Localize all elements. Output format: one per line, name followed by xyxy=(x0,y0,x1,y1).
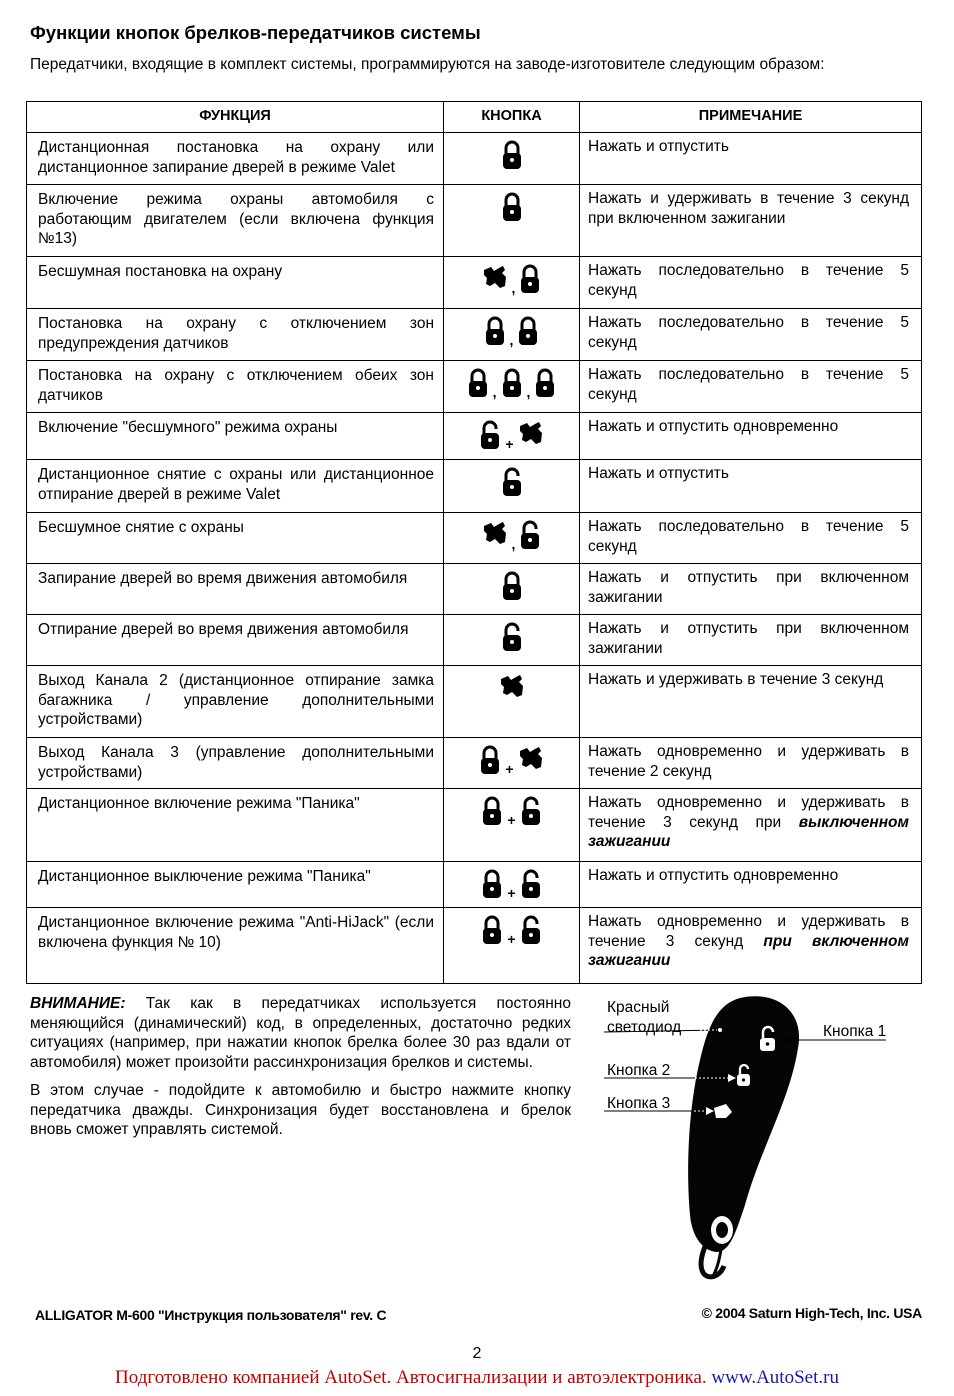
table-row xyxy=(27,908,922,984)
page-number: 2 xyxy=(472,1345,482,1362)
trunk-icon xyxy=(518,745,544,771)
lock-icon xyxy=(479,745,501,775)
credit-text: Подготовлено компанией AutoSet. Автосигнализации и автоэлектроника. xyxy=(115,1367,712,1388)
note-emphasis: выключенном зажигании xyxy=(588,813,909,850)
intro-text: Передатчики, входящие в комплект системы, программируются на заводе-изготовителе следующим образом: xyxy=(30,56,825,73)
note-text: Нажать одновременно и удерживать в течение 3 секунд xyxy=(588,913,909,950)
footer-product: ALLIGATOR M-600 "Инструкция пользователя" rev. C xyxy=(35,1307,387,1323)
function-cell: Бесшумное снятие с охраны xyxy=(27,513,444,564)
function-cell: Включение режима охраны автомобиля с работающим двигателем (если включена функция №13) xyxy=(27,185,444,257)
warning-text-1: Так как в передатчиках используется постоянно меняющийся (динамический) код, в определенных, достаточно редких ситуациях (например, при нажатии кнопок брелка более 30 раз вдали от автомобиля) может произойти рассинхронизация брелков и системы. xyxy=(30,995,571,1071)
button-cell xyxy=(444,666,580,738)
table-row xyxy=(27,738,922,789)
lock-icon xyxy=(481,915,503,945)
lock-icon xyxy=(501,368,523,398)
plus-separator: + xyxy=(505,761,514,777)
plus-separator: + xyxy=(507,812,516,828)
note-cell xyxy=(580,257,922,309)
note-text: Нажать одновременно и удерживать в течение 3 секунд при xyxy=(588,794,909,831)
function-cell: Дистанционное включение режима "Паника" xyxy=(27,789,444,862)
warning-label: ВНИМАНИЕ: xyxy=(30,995,126,1012)
function-cell: Включение "бесшумного" режима охраны xyxy=(27,413,444,460)
page-title: Функции кнопок брелков-передатчиков системы xyxy=(30,22,481,43)
trunk-icon xyxy=(482,264,508,290)
note-text: Нажать последовательно в течение 5 секунд xyxy=(588,314,909,351)
comma-separator: , xyxy=(509,332,514,348)
led-label-line-1: Красный xyxy=(607,999,670,1016)
lock-icon xyxy=(481,796,503,826)
table-row xyxy=(27,513,922,564)
warning-paragraph-1 xyxy=(30,994,571,1072)
note-text: Нажать последовательно в течение 5 секунд xyxy=(588,518,909,555)
lock-icon xyxy=(481,869,503,899)
comma-separator: , xyxy=(511,536,516,552)
unlock-icon xyxy=(479,420,501,450)
button-cell xyxy=(444,257,580,309)
note-text: Нажать и отпустить xyxy=(588,138,729,155)
led-label-line-2: светодиод xyxy=(607,1019,682,1036)
unlock-icon xyxy=(520,869,542,899)
lock-icon xyxy=(501,140,523,170)
table-row xyxy=(27,789,922,862)
trunk-icon xyxy=(499,673,525,699)
note-text: Нажать последовательно в течение 5 секунд xyxy=(588,366,909,403)
note-cell xyxy=(580,309,922,361)
function-cell: Постановка на охрану с отключением зон предупреждения датчиков xyxy=(27,309,444,361)
button-1-label: Кнопка 1 xyxy=(823,1023,887,1040)
lock-icon xyxy=(501,192,523,222)
lock-icon xyxy=(484,316,506,346)
button-cell xyxy=(444,615,580,666)
button-2-label: Кнопка 2 xyxy=(607,1062,671,1079)
plus-separator: + xyxy=(505,436,514,452)
table-row xyxy=(27,413,922,460)
table-row xyxy=(27,309,922,361)
header-note: ПРИМЕЧАНИЕ xyxy=(580,102,922,133)
table-row xyxy=(27,361,922,413)
table-row xyxy=(27,185,922,257)
button-cell xyxy=(444,309,580,361)
comma-separator: , xyxy=(511,280,516,296)
trunk-icon xyxy=(482,520,508,546)
note-text: Нажать и отпустить xyxy=(588,465,729,482)
lock-icon xyxy=(501,571,523,601)
unlock-icon xyxy=(520,915,542,945)
note-cell xyxy=(580,361,922,413)
note-cell xyxy=(580,185,922,257)
table-row xyxy=(27,564,922,615)
button-cell xyxy=(444,361,580,413)
note-cell xyxy=(580,564,922,615)
note-cell xyxy=(580,513,922,564)
table-row xyxy=(27,862,922,908)
note-cell xyxy=(580,908,922,984)
note-text: Нажать и удерживать в течение 3 секунд при включенном зажигании xyxy=(588,190,909,227)
button-cell xyxy=(444,862,580,908)
table-row xyxy=(27,257,922,309)
note-text: Нажать и отпустить одновременно xyxy=(588,867,839,884)
note-text: Нажать и отпустить при включенном зажигании xyxy=(588,569,909,606)
table-row xyxy=(27,460,922,513)
unlock-icon xyxy=(501,622,523,652)
function-cell: Постановка на охрану с отключением обеих зон датчиков xyxy=(27,361,444,413)
note-cell xyxy=(580,615,922,666)
button-cell xyxy=(444,908,580,984)
button-cell xyxy=(444,413,580,460)
table-row xyxy=(27,615,922,666)
credit-line xyxy=(0,1367,954,1389)
table-row xyxy=(27,666,922,738)
function-cell: Дистанционное включение режима "Anti-HiJack" (если включена функция № 10) xyxy=(27,908,444,984)
function-cell: Дистанционное снятие с охраны или дистанционное отпирание дверей в режиме Valet xyxy=(27,460,444,513)
plus-separator: + xyxy=(507,885,516,901)
function-cell: Отпирание дверей во время движения автомобиля xyxy=(27,615,444,666)
warning-paragraph-2: В этом случае - подойдите к автомобилю и быстро нажмите кнопку передатчика дважды. Синхронизация будет восстановлена и брелок вновь сможет управлять системой. xyxy=(30,1082,571,1138)
plus-separator: + xyxy=(507,931,516,947)
unlock-icon xyxy=(519,520,541,550)
note-emphasis: при включенном зажигании xyxy=(588,932,909,969)
note-text: Нажать одновременно и удерживать в течение 2 секунд xyxy=(588,743,909,780)
credit-link[interactable]: www.AutoSet.ru xyxy=(711,1367,839,1388)
comma-separator: , xyxy=(526,384,531,400)
note-cell xyxy=(580,133,922,185)
table-header-row xyxy=(27,102,922,133)
header-function: ФУНКЦИЯ xyxy=(27,102,444,133)
button-cell xyxy=(444,133,580,185)
unlock-icon xyxy=(520,796,542,826)
table-row xyxy=(27,133,922,185)
button-3-label: Кнопка 3 xyxy=(607,1095,671,1112)
note-text: Нажать и отпустить одновременно xyxy=(588,418,839,435)
button-cell xyxy=(444,738,580,789)
lock-icon xyxy=(534,368,556,398)
trunk-icon xyxy=(518,420,544,446)
note-cell xyxy=(580,460,922,513)
function-cell: Дистанционное выключение режима "Паника" xyxy=(27,862,444,908)
header-button: КНОПКА xyxy=(444,102,580,133)
note-cell xyxy=(580,413,922,460)
note-cell xyxy=(580,789,922,862)
lock-icon xyxy=(467,368,489,398)
button-cell xyxy=(444,564,580,615)
button-cell xyxy=(444,513,580,564)
functions-table xyxy=(26,101,922,984)
lock-icon xyxy=(519,264,541,294)
footer-copyright: © 2004 Saturn High-Tech, Inc. USA xyxy=(701,1305,922,1321)
note-cell xyxy=(580,738,922,789)
button-cell xyxy=(444,185,580,257)
lock-icon xyxy=(517,316,539,346)
note-text: Нажать и удерживать в течение 3 секунд xyxy=(588,671,884,688)
note-text: Нажать и отпустить при включенном зажигании xyxy=(588,620,909,657)
note-cell xyxy=(580,666,922,738)
function-cell: Бесшумная постановка на охрану xyxy=(27,257,444,309)
unlock-icon xyxy=(501,467,523,497)
function-cell: Дистанционная постановка на охрану или дистанционное запирание дверей в режиме Valet xyxy=(27,133,444,185)
keyfob-illustration xyxy=(600,990,930,1280)
function-cell: Выход Канала 3 (управление дополнительными устройствами) xyxy=(27,738,444,789)
button-cell xyxy=(444,789,580,862)
function-cell: Выход Канала 2 (дистанционное отпирание замка багажника / управление дополнительными устройствами) xyxy=(27,666,444,738)
warning-block xyxy=(30,994,571,1149)
button-cell xyxy=(444,460,580,513)
note-text: Нажать последовательно в течение 5 секунд xyxy=(588,262,909,299)
function-cell: Запирание дверей во время движения автомобиля xyxy=(27,564,444,615)
comma-separator: , xyxy=(492,384,497,400)
note-cell xyxy=(580,862,922,908)
